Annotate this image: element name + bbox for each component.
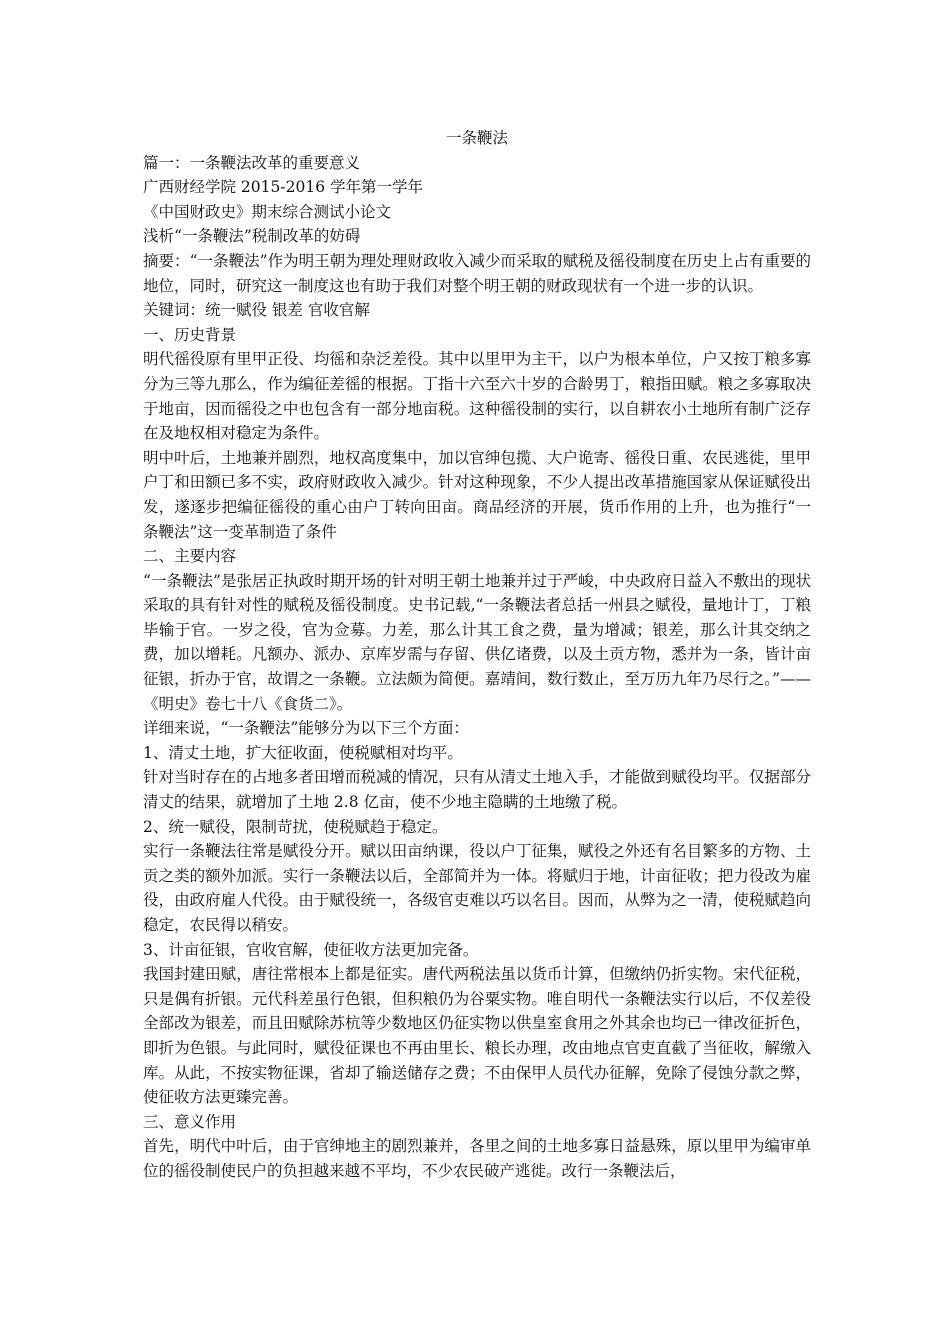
- paragraph: 《中国财政史》期末综合测试小论文: [143, 202, 392, 221]
- paragraph: 实行一条鞭法往常是赋役分开。赋以田亩纳课，役以户丁征集，赋役之外还有名目繁多的方物、土贡之类的额外加派。实行一条鞭法以后，全部简并为一体。将赋归于地，计亩征收；把力役改为雇役，由政府雇人代役。由于赋役统一，各级官吏难以巧以名目。因而，从弊为之一清，使税赋趋向稳定，农民得以稍安。: [143, 842, 811, 934]
- paragraph: 明代徭役原有里甲正役、均徭和杂泛差役。其中以里甲为主干，以户为根本单位，户又按丁粮多寡分为三等九那么，作为编征差徭的根据。丁指十六至六十岁的合龄男丁，粮指田赋。粮之多寡取决于地亩，因而徭役之中也包含有一部分地亩税。这种徭役制的实行，以自耕农小土地所有制广泛存在及地权相对稳定为条件。: [143, 350, 811, 443]
- document-page: [143, 126, 811, 1184]
- keywords-paragraph: 关键词：统一赋役 银差 官收官解: [143, 301, 370, 320]
- subsection-heading: 1、清丈土地，扩大征收面，使税赋相对均平。: [143, 743, 463, 762]
- abstract-paragraph: 摘要：“一条鞭法”作为明王朝为理处理财政收入减少而采取的赋税及徭役制度在历史上占有重要的地位，同时，研究这一制度这也有助于我们对整个明王朝的财政现状有一个进一步的认识。: [143, 251, 811, 295]
- paragraph: 针对当时存在的占地多者田增而税减的情况，只有从清丈土地入手，才能做到赋役均平。仅据部分清丈的结果，就增加了土地 2.8 亿亩，使不少地主隐瞒的土地缴了税。: [143, 768, 811, 812]
- paragraph: 广西财经学院 2015-2016 学年第一学年: [143, 178, 423, 197]
- paragraph: “一条鞭法”是张居正执政时期开场的针对明王朝土地兼并过于严峻，中央政府日益入不敷出的现状采取的具有针对性的赋税及徭役制度。史书记载,“一条鞭法者总括一州县之赋役，量地计丁，丁粮毕输于官。一岁之役，官为佥募。力差，那么计其工食之费，量为增减；银差，那么计其交纳之费，加以增耗。凡额办、派办、京库岁需与存留、供亿诸费，以及土贡方物，悉并为一条，皆计亩征银，折办于官，故谓之一条鞭。立法颇为简便。嘉靖间，数行数止，至万历九年乃尽行之。”——《明史》卷七十八《食货二》。: [143, 571, 811, 713]
- paragraph: 浅析“一条鞭法”税制改革的妨碍: [143, 227, 361, 246]
- section-heading: 三、意义作用: [143, 1112, 237, 1131]
- section-heading: 二、主要内容: [143, 547, 237, 566]
- paragraph: 详细来说，“一条鞭法”能够分为以下三个方面：: [143, 719, 469, 738]
- paragraph: 明中叶后，土地兼并剧烈，地权高度集中，加以官绅包揽、大户诡寄、徭役日重、农民逃徙，里甲户丁和田额已多不实，政府财政收入减少。针对这种现象，不少人提出改革措施国家从保证赋役出发，遂逐步把编征徭役的重心由户丁转向田亩。商品经济的开展，货币作用的上升，也为推行“一条鞭法”这一变革制造了条件: [143, 448, 811, 541]
- paragraph: 我国封建田赋，唐往常根本上都是征实。唐代两税法虽以货币计算，但缴纳仍折实物。宋代征税，只是偶有折银。元代科差虽行色银，但积粮仍为谷粟实物。唯自明代一条鞭法实行以后，不仅差役全部改为银差，而且田赋除苏杭等少数地区仍征实物以供皇室食用之外其余也均已一律改征折色，即折为色银。与此同时，赋役征课也不再由里长、粮长办理，改由地点官吏直截了当征收，解缴入库。从此，不按实物征课，省却了输送储存之费；不由保甲人员代办征解，免除了侵蚀分款之弊，使征收方法更臻完善。: [143, 965, 811, 1107]
- subsection-heading: 3、计亩征银，官收官解，使征收方法更加完备。: [143, 940, 479, 959]
- subsection-heading: 2、统一赋役，限制苛扰，使税赋趋于稳定。: [143, 817, 448, 836]
- document-title: 一条鞭法: [445, 129, 508, 147]
- paragraph: 首先，明代中叶后，由于官绅地主的剧烈兼并，各里之间的土地多寡日益悬殊，原以里甲为编审单位的徭役制使民户的负担越来越不平均，不少农民破产逃徙。改行一条鞭法后，: [143, 1137, 811, 1180]
- paragraph: 篇一：一条鞭法改革的重要意义: [143, 153, 361, 172]
- section-heading: 一、历史背景: [143, 325, 237, 344]
